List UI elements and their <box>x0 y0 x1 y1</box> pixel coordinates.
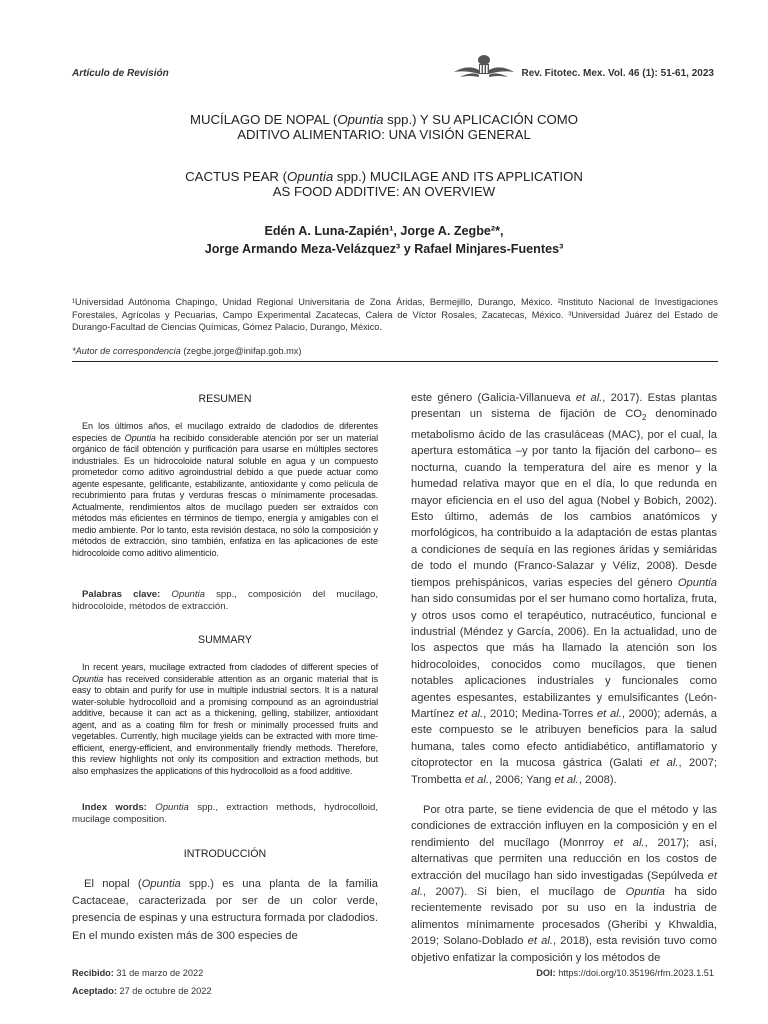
text-run: et al. <box>464 773 489 786</box>
palabras-clave: Palabras clave: Opuntia spp., composición del mucílago, hidrocoloide, métodos de extracción. <box>72 589 378 612</box>
section-label: Artículo de Revisión <box>72 68 169 79</box>
introduccion-heading: INTRODUCCIÓN <box>183 848 267 860</box>
text-run: denominado metabolismo ácido de las crasuláceas (MAC), por el cual, la apertura estomática –y por tanto la fijación del carbono– es nocturna, cuando la temperatura del aire es menor y la humedad relativa mayor que en el día, lo que redunda en mayor eficiencia en el uso del agua (Nobel y Bobich, 2002). Esto último, además de los cambios anatómicos y morfológicos, ha contribuido a la adaptación de estas plantas a condiciones de sequía en las regiones áridas y semiáridas de todo el mundo (Franco-Salazar y Véliz, 2008). Desde tiempos prehispánicos, varias especies del género <box>411 408 717 589</box>
body-paragraph <box>411 390 717 788</box>
journal-logo-icon <box>452 50 516 82</box>
text-run: este género (Galicia-Villanueva <box>411 392 576 404</box>
text-run: ha sido recientemente revisado por su uso en la industria de alimentos mínimamente procesados (Gheribi y Khwaldia, 2019; Solano-Doblado <box>411 886 718 948</box>
text-run: , 2017). Estas plantas presentan un sistema de fijación de CO <box>411 392 717 421</box>
body-paragraph <box>411 802 717 966</box>
corresponding-author: *Autor de correspondencia (zegbe.jorge@inifap.gob.mx) <box>72 346 302 356</box>
text-run: , 2008). <box>578 773 617 786</box>
text-run: , 2000); además, a este compuesto se le atribuyen beneficios para la salud humana, tales como efecto antidiabético, antiflamatorio y citoprotector en la mucosa gástrica (Galati <box>411 707 717 770</box>
text-run: , 2007). Si bien, el mucílago de <box>422 886 626 899</box>
accepted-date: Aceptado: 27 de octubre de 2022 <box>72 986 212 996</box>
text-run: et al. <box>554 773 579 786</box>
text-run: han sido consumidas por el ser humano como hortaliza, fruta, y otros usos como el terapéutico, nutracéutico, funcional e industrial (Méndez y García, 2006). En la actualidad, uno de los aspectos que más ha llamado la atención son los hidrocoloides, conocidos como mucílagos, que tienen notables aplicaciones industriales y funcionales como agentes espesantes, estabilizantes y emulsificantes (León-Martínez <box>411 593 717 720</box>
text-run: et al. <box>458 707 484 720</box>
text-run: , 2006; Yang <box>488 773 555 786</box>
text-run: et al. <box>575 392 603 404</box>
text-run: 2 <box>642 413 647 423</box>
author-list: Edén A. Luna-Zapién¹, Jorge A. Zegbe²*, Jorge Armando Meza-Velázquez³ y Rafael Minjares-Fuentes³ <box>204 224 564 256</box>
text-run: Opuntia <box>625 886 665 899</box>
text-run: et al. <box>411 869 717 899</box>
text-run: et al. <box>527 935 553 948</box>
doi[interactable]: DOI: https://doi.org/10.35196/rfm.2023.1.51 <box>536 968 714 978</box>
title-spanish: MUCÍLAGO DE NOPAL (Opuntia spp.) Y SU APLICACIÓN COMO ADITIVO ALIMENTARIO: UNA VISIÓN GENERAL <box>190 112 578 142</box>
divider <box>72 361 718 362</box>
intro-paragraph: El nopal (Opuntia spp.) es una planta de la familia Cactaceae, caracterizada por ser de un color verde, presencia de espinas y una estructura formada por cladodios. En el mundo existen más de 300 especies de <box>72 878 378 942</box>
text-run: , 2007; Trombetta <box>411 757 718 786</box>
resumen-heading: RESUMEN <box>198 393 252 405</box>
index-words: Index words: Opuntia spp., extraction methods, hydrocolloid, mucilage composition. <box>72 802 378 825</box>
right-column-text <box>411 390 717 966</box>
journal-reference: Rev. Fitotec. Mex. Vol. 46 (1): 51-61, 2023 <box>521 68 714 79</box>
text-run: , 2017); así, alternativas que permiten una reducción en los costos de extracción del mucílago han sido investigadas (Sepúlveda <box>411 836 717 882</box>
text-run: et al. <box>649 757 679 770</box>
summary-heading: SUMMARY <box>198 634 252 646</box>
received-date: Recibido: 31 de marzo de 2022 <box>72 968 204 978</box>
title-english: CACTUS PEAR (Opuntia spp.) MUCILAGE AND ITS APPLICATION AS FOOD ADDITIVE: AN OVERVIEW <box>185 169 583 199</box>
text-run: Opuntia <box>677 576 717 589</box>
text-run: , 2010; Medina-Torres <box>483 707 597 720</box>
text-run: , 2018), esta revisión tuvo como objetivo enfatizar la composición y los métodos de <box>411 935 717 964</box>
text-run: et al. <box>596 707 622 720</box>
text-run: et al. <box>613 836 645 849</box>
text-run: Por otra parte, se tiene evidencia de que el método y las condiciones de extracción influyen en la composición y en el rendimiento del mucílago (Monrroy <box>411 803 717 849</box>
summary-body: In recent years, mucilage extracted from cladodes of different species of Opuntia has received considerable attention as an organic material that is easy to obtain and purify for use in multiple industrial sectors. It is a natural water-soluble hydrocolloid and a promising compound as an agroindustrial additive, because it can act as a thickening, gelling, stabilizer, antioxidant agent, and as a coating film for fresh or minimally processed fruits and vegetables. Currently, high mucilage yields can be extracted with more time-efficient, energy-efficient, and environmentally friendly methods. Therefore, this review highlights not only its composition and extraction methods, but also emphasizes the applications of this hydrocolloid as a food additive. <box>72 662 378 776</box>
affiliations: ¹Universidad Autónoma Chapingo, Unidad Regional Universitaria de Zona Áridas, Bermejillo, Durango, México. ²Instituto Nacional de Investigaciones Forestales, Agrícolas y Pecuarias, Campo Experimental Zacatecas, Calera de Víctor Rosales, Zacatecas, México. ³Universidad Juárez del Estado de Durango-Facultad de Ciencias Químicas, Gómez Palacio, Durango, México. <box>72 297 718 333</box>
resumen-body: En los últimos años, el mucílago extraído de cladodios de diferentes especies de Opuntia ha recibido considerable atención por ser un material orgánico de fácil obtención y purificación para usarse en múltiples sectores industriales. Es un hidrocoloide natural soluble en agua y un compuesto prometedor como aditivo agroindustrial debido a que puede actuar como agente espesante, gelificante, estabilizante, antioxidante y como película de recubrimiento para frutas y verduras frescas o mínimamente procesadas. Actualmente, rendimientos altos de mucílago pueden ser extraídos con métodos más eficientes en términos de tiempo, energía y amigables con el medio ambiente. Por lo tanto, esta revisión destaca, no sólo la composición y métodos de extracción, sino también, enfatiza en las aplicaciones de este hidrocoloide como aditivo alimenticio. <box>72 421 378 558</box>
